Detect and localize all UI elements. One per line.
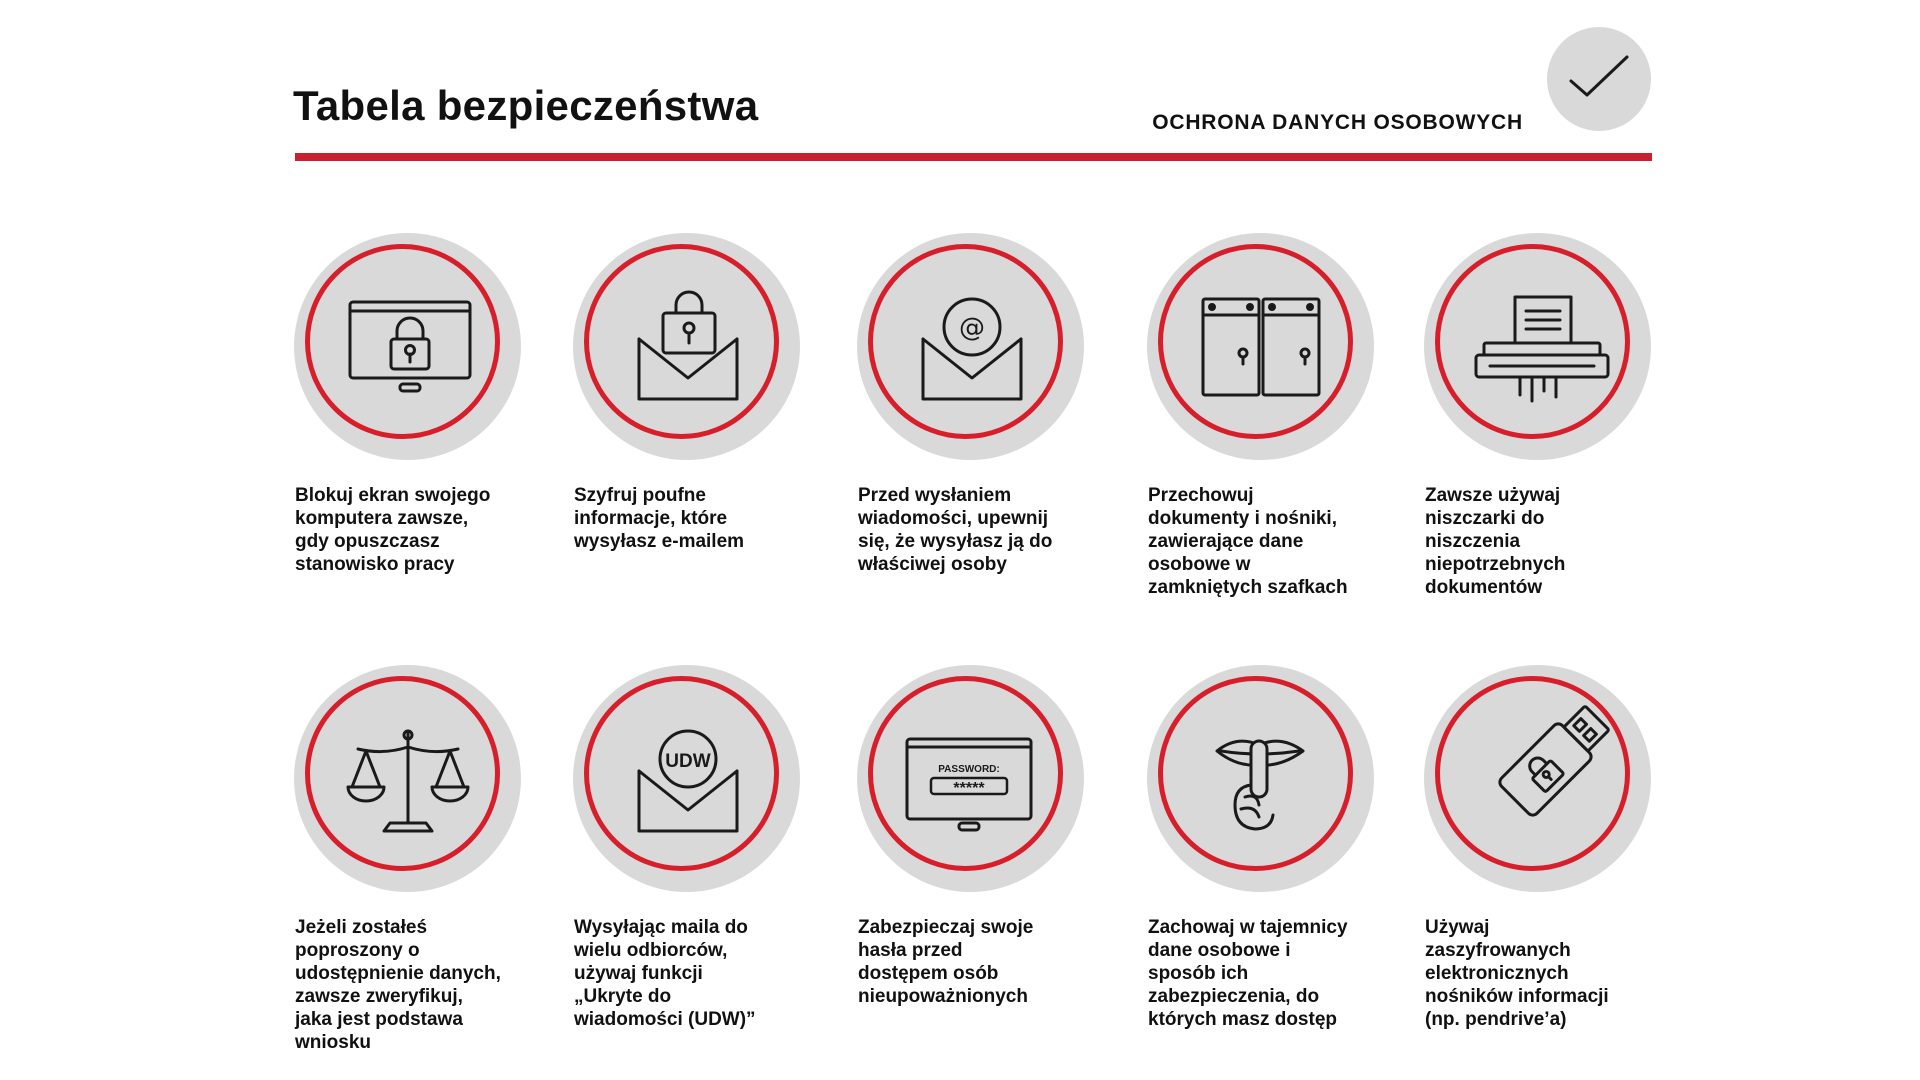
tip-text: Zabezpieczaj swoje hasła przed dostępem osób nieupoważnionych	[858, 917, 1034, 1007]
tip-icon-circle	[294, 233, 521, 460]
checkmark-icon	[1547, 27, 1651, 131]
security-tip-card	[857, 665, 1137, 1007]
secret-shush-icon	[1147, 665, 1374, 892]
tip-text: Wysyłając maila do wielu odbiorców, używaj funkcji „Ukryte do wiadomości (UDW)”	[574, 917, 756, 1030]
security-tip-card	[1424, 665, 1704, 1030]
tip-text: Szyfruj poufne informacje, które wysyłasz e-mailem	[574, 485, 745, 552]
tip-icon-circle	[294, 665, 521, 892]
tip-text: Używaj zaszyfrowanych elektronicznych nośników informacji (np. pendrive’a)	[1425, 917, 1609, 1030]
security-tip-card	[1147, 233, 1427, 598]
tip-icon-circle	[1424, 665, 1651, 892]
security-tip-card	[1147, 665, 1427, 1030]
tip-text: Zachowaj w tajemnicy dane osobowe i sposób ich zabezpieczenia, do których masz dostęp	[1148, 917, 1348, 1030]
scales-of-justice-icon	[294, 665, 521, 892]
security-tip-card	[573, 665, 853, 1030]
password-label: PASSWORD:	[938, 764, 1000, 775]
header-divider	[295, 153, 1652, 161]
tip-text: Przed wysłaniem wiadomości, upewnij się, że wysyłasz ją do właściwej osoby	[858, 485, 1053, 575]
check-badge	[1547, 27, 1651, 131]
locked-cabinets-icon	[1147, 233, 1374, 460]
udw-label: UDW	[665, 751, 711, 772]
tip-icon-circle	[573, 233, 800, 460]
security-tip-card	[294, 665, 574, 1053]
tip-icon-circle	[857, 233, 1084, 460]
tip-text: Jeżeli zostałeś poproszony o udostępnienie danych, zawsze zweryfikuj, jaka jest podstawa wniosku	[295, 917, 501, 1053]
security-tip-card	[1424, 233, 1704, 598]
locked-monitor-icon	[294, 233, 521, 460]
tip-icon-circle	[857, 665, 1084, 892]
paper-shredder-icon	[1424, 233, 1651, 460]
tip-icon-circle	[1147, 665, 1374, 892]
security-tip-card	[573, 233, 853, 552]
password-mask: *****	[953, 780, 985, 797]
tip-text: Zawsze używaj niszczarki do niszczenia niepotrzebnych dokumentów	[1425, 485, 1566, 598]
tip-icon-circle	[1147, 233, 1374, 460]
security-tip-card	[294, 233, 574, 575]
page-subtitle: OCHRONA DANYCH OSOBOWYCH	[1152, 111, 1523, 134]
tip-icon-circle	[1424, 233, 1651, 460]
security-tip-card	[857, 233, 1137, 575]
encrypted-usb-drive-icon	[1424, 665, 1651, 892]
tip-text: Przechowuj dokumenty i nośniki, zawierające dane osobowe w zamkniętych szafkach	[1148, 485, 1348, 598]
udw-envelope-icon	[573, 665, 800, 892]
email-at-envelope-icon	[857, 233, 1084, 460]
svg-text:@: @	[959, 313, 985, 343]
tip-icon-circle	[573, 665, 800, 892]
page-title: Tabela bezpieczeństwa	[293, 82, 759, 129]
locked-envelope-icon	[573, 233, 800, 460]
password-monitor-icon	[857, 665, 1084, 892]
tip-text: Blokuj ekran swojego komputera zawsze, gdy opuszczasz stanowisko pracy	[295, 485, 491, 575]
